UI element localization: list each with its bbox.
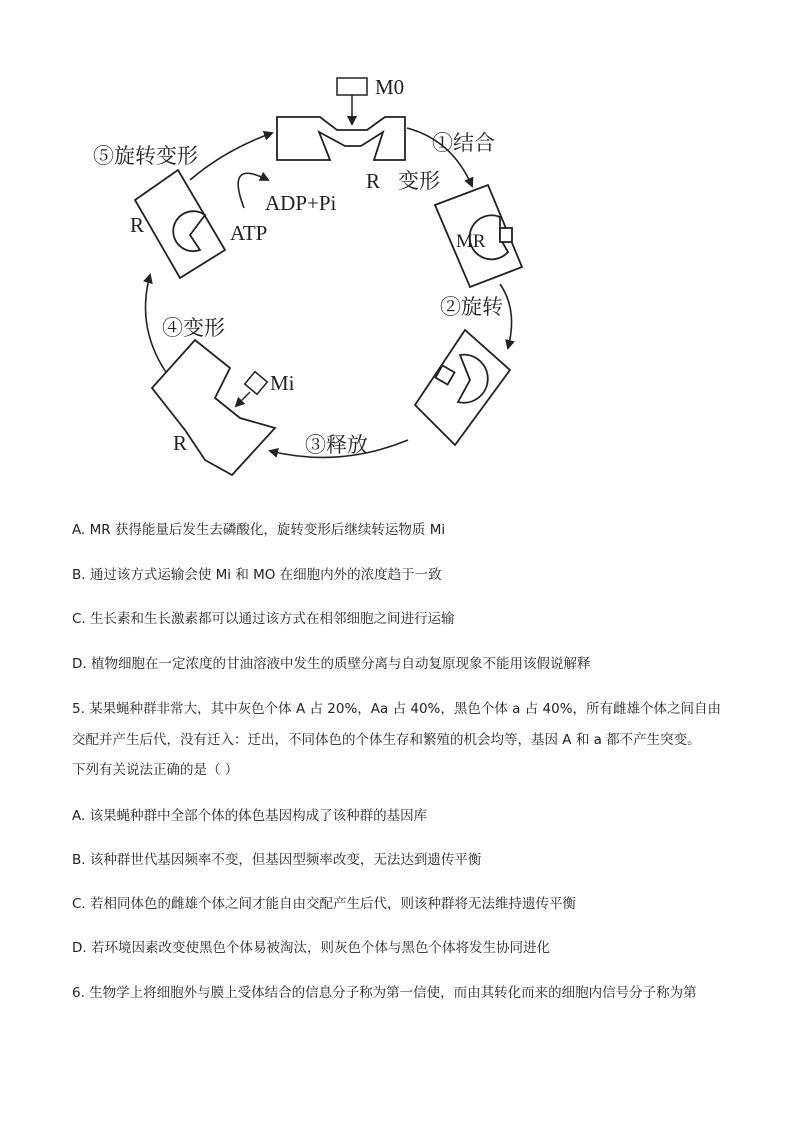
arrow-atp-to-adp [238, 173, 268, 208]
transport-cycle-diagram [0, 0, 794, 480]
q5-option-b: B. 该种群世代基因频率不变，但基因型频率改变，无法达到遗传平衡 [72, 852, 482, 868]
step-3-label: ③释放 [305, 433, 368, 457]
step-2-label: ②旋转 [440, 295, 503, 319]
receptor-top [277, 117, 405, 160]
q4-option-a: A. MR 获得能量后发生去磷酸化，旋转变形后继续转运物质 Mi [72, 522, 446, 538]
atp-label: ATP [230, 221, 268, 245]
mr-label: MR [456, 231, 486, 252]
q5-stem-line-2: 交配并产生后代，没有迁入：迁出，不同体色的个体生存和繁殖的机会均等，基因 A 和 a 都不产生突变。 [72, 732, 701, 748]
m0-label: M0 [375, 75, 405, 99]
q5-stem-line-1: 5. 某果蝇种群非常大，其中灰色个体 A 占 20%，Aa 占 40%，黑色个体 a 占 40%，所有雌雄个体之间自由 [72, 701, 722, 717]
q6-stem-line-1: 6. 生物学上将细胞外与膜上受体结合的信息分子称为第一信使，而由其转化而来的细胞内信号分子称为第 [72, 985, 697, 1001]
m0-molecule [337, 78, 367, 95]
r-bottom-label: R [173, 431, 188, 455]
q4-option-b: B. 通过该方式运输会使 Mi 和 MO 在细胞内外的浓度趋于一致 [72, 567, 442, 583]
q4-option-d: D. 植物细胞在一定浓度的甘油溶液中发生的质壁分离与自动复原现象不能用该假说解释 [72, 656, 591, 672]
r-left-label: R [130, 213, 145, 237]
r-top-label: R [366, 169, 381, 193]
q5-option-d: D. 若环境因素改变使黑色个体易被淘汰，则灰色个体与黑色个体将发生协同进化 [72, 940, 550, 956]
adp-label: ADP+Pi [265, 191, 337, 215]
mi-label: Mi [270, 371, 295, 395]
q5-stem-line-3: 下列有关说法正确的是（ ） [72, 762, 239, 778]
arrow-rotate-deform [190, 133, 272, 180]
deform-top-label: 变形 [398, 169, 440, 193]
step-5-label: ⑤旋转变形 [93, 144, 198, 168]
receptor-left [135, 170, 225, 278]
receptor-right-bottom [415, 330, 510, 445]
step-1-label: ①结合 [432, 131, 495, 155]
receptor-bottom-left [152, 340, 275, 475]
q5-option-c: C. 若相同体色的雌雄个体之间才能自由交配产生后代，则该种群将无法维持遗传平衡 [72, 896, 577, 912]
mi-molecule [245, 372, 268, 395]
step-4-label: ④变形 [162, 316, 225, 340]
q4-option-c: C. 生长素和生长激素都可以通过该方式在相邻细胞之间进行运输 [72, 611, 455, 627]
q5-option-a: A. 该果蝇种群中全部个体的体色基因构成了该种群的基因库 [72, 808, 428, 824]
